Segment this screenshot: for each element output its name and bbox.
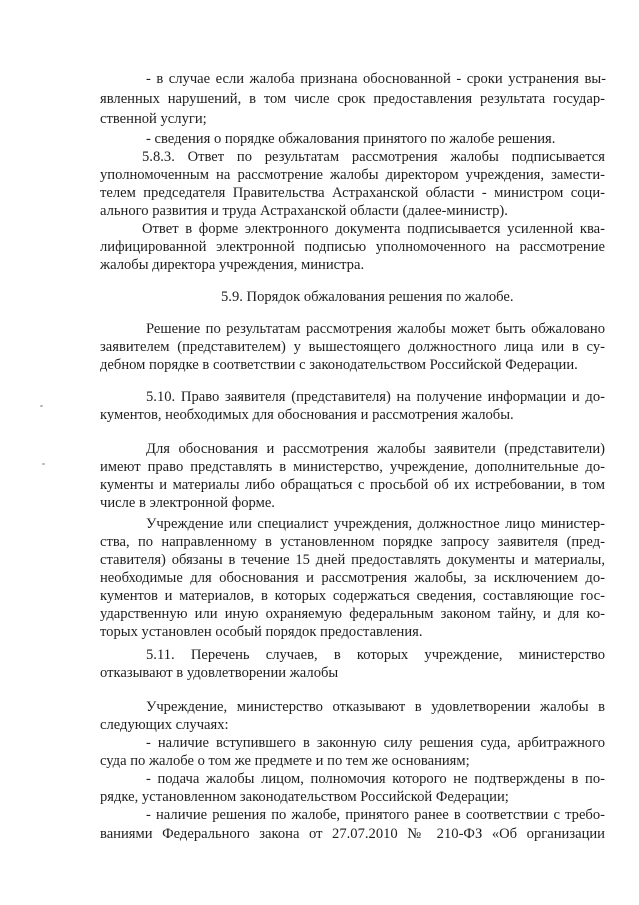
list-item: - подача жалобы лицом, полномочия которого не подтверждены в по-	[146, 771, 605, 787]
scan-speck	[42, 463, 45, 465]
text-line: заявителем (представителем) у вышестоящего должностного лица или в су-	[100, 339, 605, 355]
text-line: ства, по направленному в установленном порядке запросу заявителя (пред-	[100, 534, 605, 550]
text-line: - сведения о порядке обжалования принятого по жалобе решения.	[146, 131, 556, 147]
section-heading: отказывают в удовлетворении жалобы	[100, 665, 339, 681]
text-line: явленных нарушений, в том числе срок предоставления результата государ-	[100, 91, 605, 107]
text-line: имеют право представлять в министерство, учреждение, дополнительные до-	[100, 459, 605, 475]
text-line: необходимые для обоснования и рассмотрения жалобы, за исключением до-	[100, 570, 605, 586]
text-line: жалобы директора учреждения, министра.	[100, 257, 365, 273]
section-heading: кументов, необходимых для обоснования и рассмотрения жалобы.	[100, 407, 514, 423]
text-line: Для обоснования и рассмотрения жалобы заявители (представители)	[146, 441, 605, 457]
scan-speck	[40, 405, 43, 407]
text-line: ударственную или иную охраняемую федеральным законом тайну, и для ко-	[100, 606, 605, 622]
text-line: ваниями Федерального закона от 27.07.2010 № 210-ФЗ «Об организации	[100, 826, 605, 842]
text-line: ального развития и труда Астраханской области (далее-министр).	[100, 203, 508, 219]
text-line: кументов и материалов, в которых содержаться сведения, составляющие гос-	[100, 588, 605, 604]
text-line: ственной услуги;	[100, 111, 207, 127]
text-line: следующих случаях:	[100, 717, 229, 733]
section-heading: 5.9. Порядок обжалования решения по жалобе.	[221, 289, 514, 305]
text-line: - в случае если жалоба признана обоснованной - сроки устранения вы-	[146, 71, 606, 87]
text-line: числе в электронной форме.	[100, 495, 275, 511]
text-line: ставителя) обязаны в течение 15 дней предоставлять документы и материалы,	[100, 552, 605, 568]
list-item: - наличие решения по жалобе, принятого ранее в соответствии с требо-	[146, 807, 605, 823]
text-line: Решение по результатам рассмотрения жалобы может быть обжаловано	[146, 321, 605, 337]
text-line: телем председателя Правительства Астраханской области - министром соци-	[100, 185, 605, 201]
text-line: торых установлен особый порядок предоставления.	[100, 624, 423, 640]
text-line: 5.8.3. Ответ по результатам рассмотрения жалобы подписывается	[142, 149, 605, 165]
text-line: уполномоченным на рассмотрение жалобы директором учреждения, замести-	[100, 167, 605, 183]
text-line: Учреждение или специалист учреждения, должностное лицо министер-	[146, 516, 605, 532]
text-line: рядке, установленном законодательством Российской Федерации;	[100, 789, 509, 805]
list-item: - наличие вступившего в законную силу решения суда, арбитражного	[146, 735, 605, 751]
section-heading: 5.10. Право заявителя (представителя) на получение информации и до-	[146, 389, 605, 405]
section-heading: 5.11. Перечень случаев, в которых учреждение, министерство	[146, 647, 605, 663]
text-line: суда по жалобе о том же предмете и по тем же основаниям;	[100, 753, 470, 769]
text-line: Ответ в форме электронного документа подписывается усиленной ква-	[142, 221, 605, 237]
text-line: Учреждение, министерство отказывают в удовлетворении жалобы в	[146, 699, 605, 715]
text-line: дебном порядке в соответствии с законодательством Российской Федерации.	[100, 357, 578, 373]
text-line: лифицированной электронной подписью уполномоченного на рассмотрение	[100, 239, 605, 255]
text-line: кументы и материалы либо обращаться с просьбой об их истребовании, в том	[100, 477, 605, 493]
